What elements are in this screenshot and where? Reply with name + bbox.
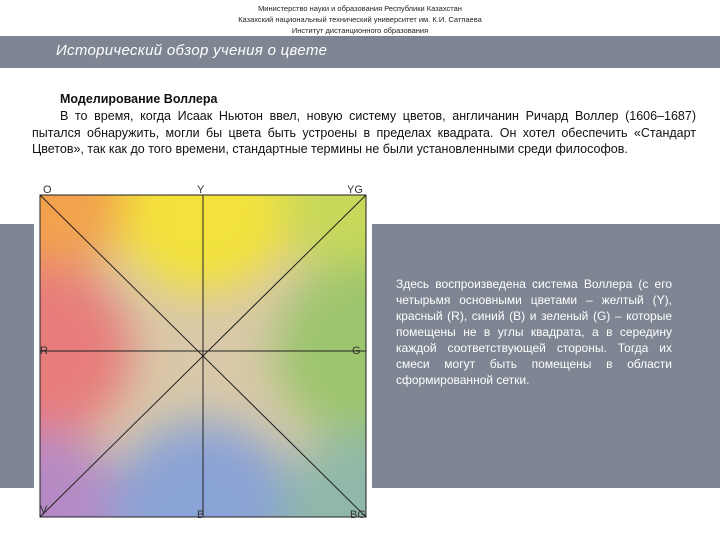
label-blue: B	[197, 509, 205, 521]
label-blue-green: BG	[350, 509, 366, 521]
waller-color-square-diagram	[34, 183, 372, 523]
intro-paragraph: В то время, когда Исаак Ньютон ввел, новую систему цветов, англичанин Ричард Воллер (1606–1687) пытался обнаружить, могли бы цвета быть устроены в пределах квадрата. Он хотел обеспечить «Стандарт Цветов», так как до того времени, стандартные термины не были установленными среди философов.	[32, 109, 696, 156]
header-university: Казахский национальный технический университет им. К.И. Сатпаева	[238, 15, 482, 24]
header-ministry: Министерство науки и образования Республики Казахстан	[258, 4, 462, 13]
institution-header	[0, 3, 720, 36]
slide-title: Исторический обзор учения о цвете	[56, 42, 328, 59]
label-green: G	[352, 345, 361, 357]
label-violet: V	[40, 504, 48, 516]
diagram-caption: Здесь воспроизведена система Воллера (с его четырьмя основными цветами – желтый (Y), красный (R), синий (B) и зеленый (G) – которые помещены не в углы квадрата, а в середину каждой соответствующей стороны. Тогда их смеси могут быть помещены в области сформированной сетки.	[396, 277, 672, 387]
label-red: R	[40, 345, 48, 357]
label-yellow-green: YG	[347, 184, 363, 196]
header-institute: Институт дистанционного образования	[291, 26, 429, 35]
section-heading: Моделирование Воллера	[60, 92, 218, 106]
label-orange: O	[43, 184, 52, 196]
slide-title-bar	[0, 36, 720, 68]
label-yellow: Y	[197, 184, 205, 196]
